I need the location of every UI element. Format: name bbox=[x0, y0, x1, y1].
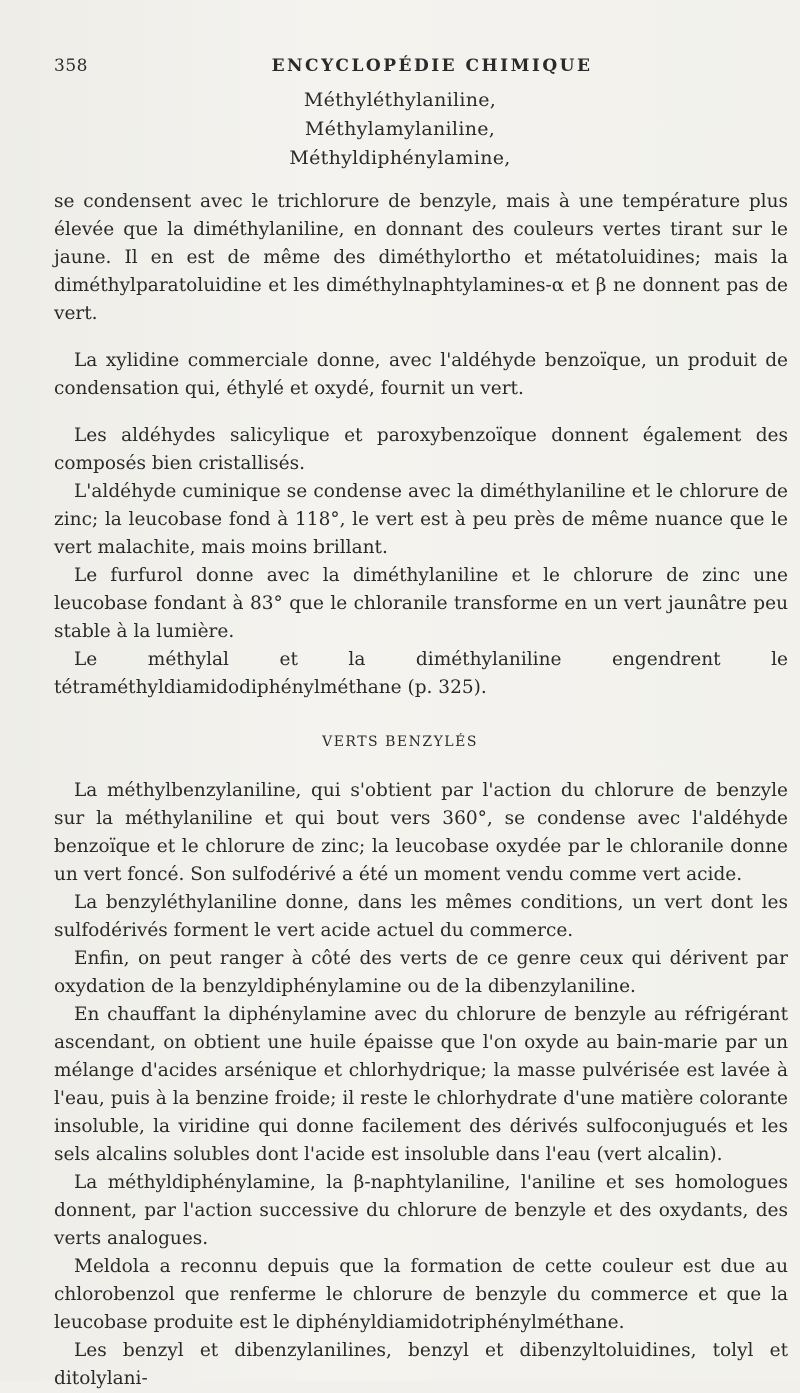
compound-list bbox=[0, 86, 800, 173]
paragraph: L'aldéhyde cuminique se condense avec la diméthylaniline et le chlorure de zinc; la leucobase fond à 118°, le vert est à peu près de même nuance que le vert malachite, mais moins brillant. bbox=[54, 481, 788, 558]
page-number: 358 bbox=[54, 56, 88, 76]
paragraph: se condensent avec le trichlorure de benzyle, mais à une température plus élevée que la diméthylaniline, en donnant des couleurs vertes tirant sur le jaune. Il en est de même des diméthylortho et métatoluidines; mais la diméthylparatoluidine et les diméthylnaphtylamines-α et β ne donnent pas de vert. bbox=[54, 191, 788, 324]
paragraph: La méthylbenzylaniline, qui s'obtient par l'action du chlorure de benzyle sur la méthylaniline et qui bout vers 360°, se condense avec l'aldéhyde benzoïque et le chlorure de zinc; la leucobase oxydée par le chloranile donne un vert foncé. Son sulfodérivé a été un moment vendu comme vert acide. bbox=[54, 780, 788, 885]
paragraph: Meldola a reconnu depuis que la formation de cette couleur est due au chlorobenzol que renferme le chlorure de benzyle du commerce et que la leucobase produite est le diphényldiamidotriphénylméthane. bbox=[54, 1256, 788, 1333]
paragraph: La benzyléthylaniline donne, dans les mêmes conditions, un vert dont les sulfodérivés forment le vert acide actuel du commerce. bbox=[54, 892, 788, 941]
compound-item: Méthylamylaniline, bbox=[304, 118, 496, 140]
paragraph: Les aldéhydes salicylique et paroxybenzoïque donnent également des composés bien cristallisés. bbox=[54, 425, 788, 474]
paragraph: En chauffant la diphénylamine avec du chlorure de benzyle au réfrigérant ascendant, on obtient une huile épaisse que l'on oxyde au bain-marie par un mélange d'acides arsénique et chlorhydrique; la masse pulvérisée est lavée à l'eau, puis à la benzine froide; il reste le chlorhydrate d'une matière colorante insoluble, la viridine qui donne facilement des dérivés sulfoconjugués et les sels alcalins solubles dont l'acide est insoluble dans l'eau (vert alcalin). bbox=[54, 1004, 788, 1165]
paragraph: Enfin, on peut ranger à côté des verts de ce genre ceux qui dérivent par oxydation de la benzyldiphénylamine ou de la dibenzylaniline. bbox=[54, 948, 788, 997]
paragraph: La xylidine commerciale donne, avec l'aldéhyde benzoïque, un produit de condensation qui, éthylé et oxydé, fournit un vert. bbox=[54, 350, 788, 399]
text-block-bottom bbox=[54, 777, 788, 1393]
page-header bbox=[54, 56, 760, 82]
paragraph: Le méthylal et la diméthylaniline engendrent le tétraméthyldiamidodiphénylméthane (p. 325). bbox=[54, 649, 788, 698]
section-title: VERTS BENZYLÉS bbox=[322, 734, 478, 750]
compound-item: Méthyléthylaniline, bbox=[303, 89, 497, 111]
text-block-top bbox=[54, 188, 788, 702]
paragraph: Le furfurol donne avec la diméthylaniline et le chlorure de zinc une leucobase fondant à 83° que le chloranile transforme en un vert jaunâtre peu stable à la lumière. bbox=[54, 565, 788, 642]
running-title: ENCYCLOPÉDIE CHIMIQUE bbox=[271, 56, 593, 76]
paragraph: Les benzyl et dibenzylanilines, benzyl et dibenzyltoluidines, tolyl et ditolylani- bbox=[54, 1340, 788, 1389]
paragraph: La méthyldiphénylamine, la β-naphtylaniline, l'aniline et ses homologues donnent, par l'action successive du chlorure de benzyle et des oxydants, des verts analogues. bbox=[54, 1172, 788, 1249]
compound-item: Méthyldiphénylamine, bbox=[289, 147, 511, 169]
